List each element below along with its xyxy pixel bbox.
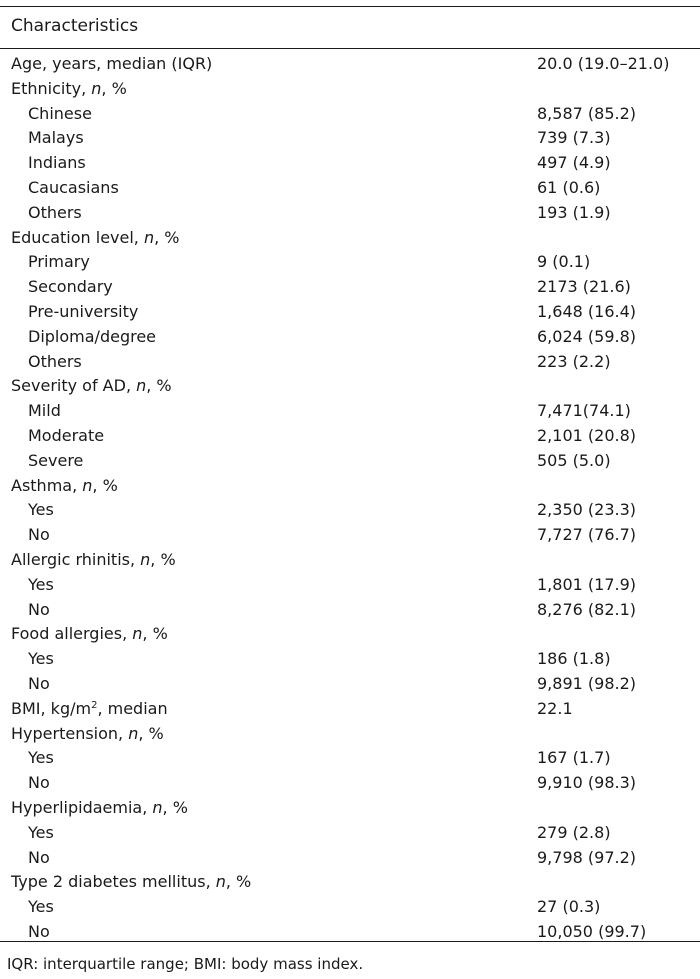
row-label-tail: , %	[150, 550, 176, 569]
row-label	[28, 575, 54, 595]
row-label	[28, 401, 61, 421]
table-row-subcategory	[0, 399, 700, 424]
row-label	[28, 649, 54, 669]
row-label-text: No	[28, 773, 50, 793]
row-label-text: No	[28, 599, 50, 619]
row-value: 223 (2.2)	[537, 351, 611, 371]
row-label-text: Asthma,	[11, 475, 83, 495]
row-label-tail: , %	[162, 798, 188, 817]
table-row-subcategory	[0, 771, 700, 796]
table-row-subcategory	[0, 300, 700, 325]
row-label-text: Hyperlipidaemia,	[11, 798, 153, 817]
row-label	[11, 550, 176, 570]
row-label-text: Malays	[28, 128, 84, 148]
row-value: 22.1	[537, 698, 573, 718]
row-label-italic: n	[132, 624, 143, 644]
row-label	[11, 54, 212, 74]
row-label-text: Hypertension,	[11, 723, 129, 743]
table-row-subcategory	[0, 598, 700, 623]
table-row-subcategory	[0, 647, 700, 672]
row-value: 6,024 (59.8)	[537, 326, 636, 346]
row-value: 193 (1.9)	[537, 202, 611, 222]
table-row-category	[0, 52, 700, 77]
table-row-subcategory	[0, 350, 700, 375]
row-label-text: Diploma/degree	[28, 326, 157, 346]
row-label-text: Others	[28, 351, 82, 371]
table-row-category	[0, 548, 700, 573]
table-row-subcategory	[0, 821, 700, 846]
row-label-text: Yes	[28, 649, 54, 669]
row-value: 7,727 (76.7)	[537, 525, 636, 545]
table-row-category	[0, 870, 700, 895]
table-row-subcategory	[0, 201, 700, 226]
row-label-italic: n	[215, 872, 226, 892]
row-label	[28, 897, 54, 917]
row-label-superscript: 2	[91, 699, 98, 711]
row-label-italic: n	[140, 550, 151, 569]
row-label	[28, 922, 50, 942]
row-label	[28, 674, 50, 694]
row-label-text: Yes	[28, 822, 54, 842]
table-row-subcategory	[0, 498, 700, 523]
table-footnote: IQR: interquartile range; BMI: body mass index.	[7, 955, 364, 973]
row-value: 8,276 (82.1)	[537, 599, 636, 619]
row-value: 2,101 (20.8)	[537, 426, 636, 445]
row-label-text: Allergic rhinitis,	[11, 550, 141, 569]
row-label	[11, 798, 188, 818]
row-label-text: Yes	[28, 897, 54, 917]
row-label-text: Education level,	[11, 227, 144, 247]
table-row-category	[0, 622, 700, 647]
row-label-text: Severity of AD,	[11, 376, 137, 396]
row-value: 505 (5.0)	[537, 450, 611, 470]
row-label	[11, 724, 164, 744]
table-header-rule	[0, 48, 700, 49]
row-value: 20.0 (19.0–21.0)	[537, 54, 670, 73]
row-label-italic: n	[128, 723, 139, 743]
row-label-tail: , %	[101, 78, 127, 98]
table-top-rule	[0, 6, 700, 7]
row-label	[28, 426, 104, 446]
row-label	[28, 277, 113, 297]
row-label	[28, 178, 119, 198]
row-label-text: Indians	[28, 153, 86, 173]
table-row-subcategory	[0, 176, 700, 201]
row-value: 9,910 (98.3)	[537, 773, 636, 793]
row-value: 186 (1.8)	[537, 649, 611, 669]
table-header-characteristics: Characteristics	[11, 16, 139, 36]
row-value: 10,050 (99.7)	[537, 922, 647, 941]
table-row-subcategory	[0, 523, 700, 548]
row-value: 9,798 (97.2)	[537, 847, 636, 867]
row-label-tail: , median	[97, 698, 168, 718]
row-label	[28, 600, 50, 620]
table-row-subcategory	[0, 424, 700, 449]
row-label	[28, 327, 156, 347]
row-label	[28, 525, 50, 545]
table-row-category	[0, 77, 700, 102]
row-value: 61 (0.6)	[537, 178, 601, 197]
row-label	[28, 128, 84, 148]
table-row-subcategory	[0, 846, 700, 871]
row-label	[28, 153, 86, 173]
row-value: 1,648 (16.4)	[537, 302, 636, 321]
row-label-tail: , %	[142, 624, 168, 644]
row-label-tail: , %	[225, 872, 252, 892]
row-label-text: No	[28, 674, 50, 693]
row-label-text: Others	[28, 202, 82, 222]
row-label	[11, 624, 168, 644]
row-label-text: Primary	[28, 252, 90, 272]
row-label-text: Yes	[28, 574, 54, 594]
row-label-text: Caucasians	[28, 178, 119, 197]
row-label	[11, 872, 251, 892]
row-label	[28, 848, 50, 868]
table-row-subcategory	[0, 151, 700, 176]
table-bottom-rule	[0, 941, 700, 942]
row-label	[28, 104, 92, 124]
row-label	[11, 699, 168, 719]
table-row-subcategory	[0, 325, 700, 350]
row-label	[28, 773, 50, 793]
row-value: 167 (1.7)	[537, 748, 611, 768]
row-label-italic: n	[152, 798, 163, 817]
table-row-category	[0, 697, 700, 722]
row-label-italic: n	[143, 227, 155, 247]
row-label	[11, 376, 172, 396]
row-label-text: Mild	[28, 401, 61, 421]
row-value: 8,587 (85.2)	[537, 103, 636, 123]
table-row-subcategory	[0, 746, 700, 771]
row-value: 27 (0.3)	[537, 897, 601, 917]
table-row-subcategory	[0, 126, 700, 151]
row-value: 279 (2.8)	[537, 822, 611, 842]
row-label-text: Moderate	[28, 426, 105, 445]
row-label-italic: n	[91, 78, 102, 98]
row-value: 739 (7.3)	[537, 128, 611, 148]
row-label-tail: , %	[146, 376, 172, 396]
row-label	[28, 823, 54, 843]
row-label	[28, 252, 90, 272]
row-label	[28, 352, 82, 372]
row-value: 2,350 (23.3)	[537, 500, 636, 520]
row-label	[28, 748, 54, 768]
row-value: 2173 (21.6)	[537, 277, 631, 297]
row-value: 497 (4.9)	[537, 153, 611, 173]
row-label-text: No	[28, 525, 50, 545]
row-label-tail: , %	[92, 475, 118, 495]
table-row-category	[0, 796, 700, 821]
row-value: 1,801 (17.9)	[537, 574, 636, 594]
row-label-text: Pre-university	[28, 302, 139, 321]
row-label-text: No	[28, 922, 50, 941]
row-value: 7,471(74.1)	[537, 401, 631, 421]
row-label-italic: n	[136, 376, 147, 396]
row-label-text: Type 2 diabetes mellitus,	[11, 872, 216, 892]
table-row-subcategory	[0, 672, 700, 697]
row-label	[11, 476, 118, 496]
row-label-italic: n	[82, 475, 93, 495]
row-label-text: Chinese	[28, 103, 92, 123]
row-label-text: Yes	[28, 500, 54, 520]
row-label-text: Severe	[28, 450, 84, 470]
row-label-text: Ethnicity,	[11, 78, 92, 98]
row-label-tail: , %	[154, 227, 180, 247]
table-row-category	[0, 374, 700, 399]
row-value: 9 (0.1)	[537, 252, 591, 272]
table-row-subcategory	[0, 573, 700, 598]
row-label-text: Food allergies,	[11, 624, 133, 644]
table-row-subcategory	[0, 275, 700, 300]
row-label-text: Yes	[28, 748, 54, 768]
row-label-text: BMI, kg/m	[11, 698, 92, 718]
table-row-subcategory	[0, 895, 700, 920]
table-row-subcategory	[0, 250, 700, 275]
row-label-text: Secondary	[28, 277, 113, 297]
row-label	[11, 79, 127, 99]
row-label	[28, 302, 138, 322]
table-row-category	[0, 722, 700, 747]
row-label	[28, 203, 82, 223]
table-row-category	[0, 474, 700, 499]
row-label	[28, 451, 83, 471]
table-row-category	[0, 226, 700, 251]
table-row-subcategory	[0, 102, 700, 127]
row-label-text: Age, years, median (IQR)	[11, 54, 213, 73]
table-row-subcategory	[0, 449, 700, 474]
row-label	[28, 500, 54, 520]
row-label-text: No	[28, 847, 50, 867]
row-label-tail: , %	[138, 723, 164, 743]
row-label	[11, 228, 179, 248]
row-value: 9,891 (98.2)	[537, 674, 636, 693]
